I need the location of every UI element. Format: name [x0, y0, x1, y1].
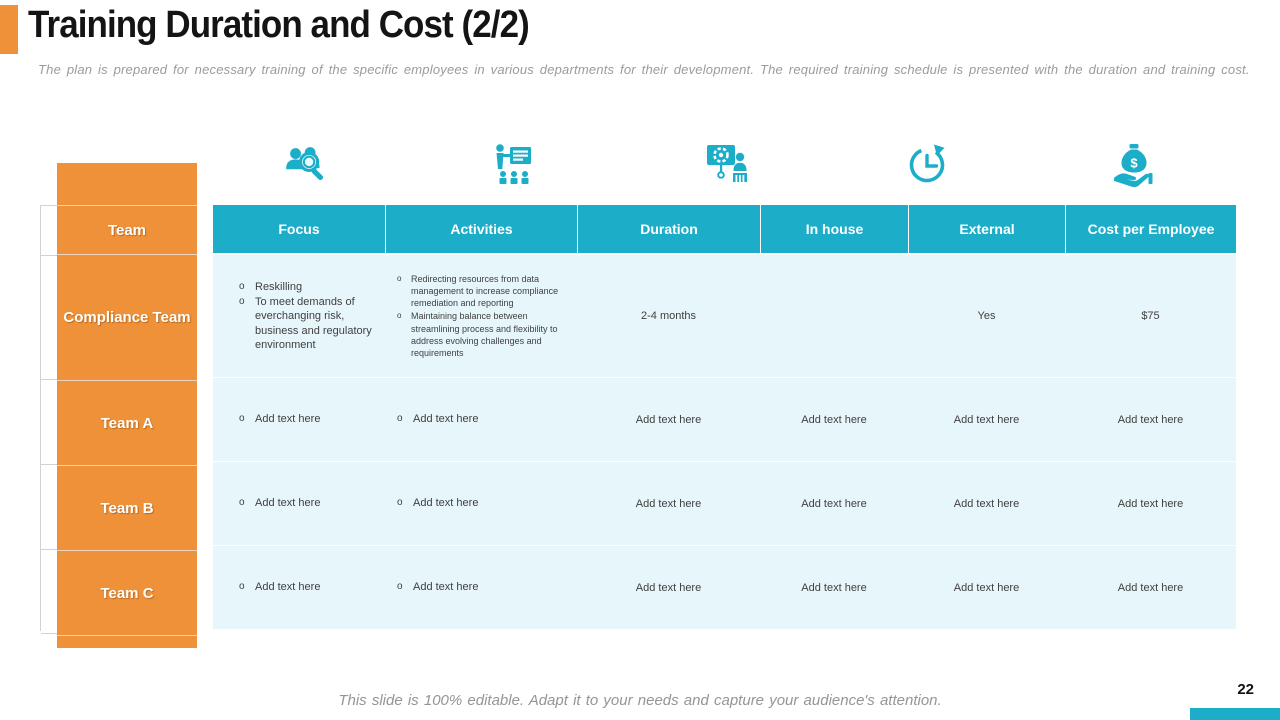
- team-column-cap: [57, 163, 197, 205]
- inhouse-cell: Add text here: [801, 581, 867, 594]
- activities-cell: o Add text here: [397, 581, 479, 594]
- inhouse-cell: [760, 255, 908, 377]
- table-row: [213, 462, 1236, 546]
- slide-subtitle: The plan is prepared for necessary training of the specific employees in various departments for their development. The required training schedule is presented with the duration and training cost.: [38, 62, 1250, 77]
- external-cell: Add text here: [953, 497, 1020, 510]
- duration-cell: Add text here: [635, 581, 702, 594]
- cost-cell: Add text here: [1117, 413, 1184, 426]
- time-icon: [899, 140, 955, 188]
- table-row: [213, 378, 1236, 462]
- cost-cell: $75: [1141, 310, 1160, 322]
- column-headers: [213, 205, 1236, 253]
- duration-cell: Add text here: [635, 497, 702, 510]
- focus-cell: o Add text here: [239, 581, 321, 594]
- cost-cell: Add text here: [1117, 497, 1184, 510]
- team-column: [57, 163, 197, 648]
- duration-cell: 2-4 months: [640, 310, 697, 322]
- team-name-cell: Team C: [57, 550, 197, 635]
- focus-cell: o Add text here: [239, 497, 321, 510]
- team-name-cell: Team B: [57, 465, 197, 550]
- external-cell: Add text here: [953, 413, 1020, 426]
- corner-accent-bar: [1190, 708, 1280, 720]
- table-body: [213, 255, 1236, 630]
- external-cell: Yes: [977, 310, 996, 322]
- activities-cell: o Redirecting resources from data management to increase compliance remediation and reporting o Maintaining balance between streamlining process and flexibility to address evolving challenges and requirements: [397, 274, 559, 358]
- footer-note: This slide is 100% editable. Adapt it to your needs and capture your audience's attention.: [338, 692, 942, 709]
- presenter-list-icon: [486, 140, 542, 188]
- gear-board-icon: [697, 140, 753, 188]
- team-search-icon: [279, 140, 335, 188]
- focus-cell: o Add text here: [239, 413, 321, 426]
- svg-text:$: $: [1130, 155, 1138, 171]
- team-header-cell: Team: [57, 205, 197, 254]
- focus-cell: o Reskilling o To meet demands of everchanging risk, business and regulatory environment: [239, 280, 372, 352]
- title-accent-bar: [0, 5, 18, 54]
- column-header: Focus: [213, 205, 385, 253]
- page-title: Training Duration and Cost (2/2): [28, 4, 529, 46]
- column-header: Activities: [385, 205, 577, 253]
- cost-cell: Add text here: [1117, 581, 1184, 594]
- cost-icon: [1104, 140, 1160, 188]
- column-header: Duration: [577, 205, 760, 253]
- page-number: 22: [1237, 681, 1254, 698]
- team-column-cap: [57, 635, 197, 654]
- table-row: [213, 546, 1236, 630]
- duration-cell: Add text here: [635, 413, 702, 426]
- activities-cell: o Add text here: [397, 413, 479, 426]
- column-header: External: [908, 205, 1065, 253]
- external-cell: Add text here: [953, 581, 1020, 594]
- table-left-gutter: [40, 205, 58, 631]
- inhouse-cell: Add text here: [801, 497, 867, 510]
- table-row: [213, 255, 1236, 378]
- team-name-cell: Compliance Team: [57, 254, 197, 380]
- activities-cell: o Add text here: [397, 497, 479, 510]
- team-name-cell: Team A: [57, 380, 197, 465]
- column-header: In house: [760, 205, 908, 253]
- column-header: Cost per Employee: [1065, 205, 1236, 253]
- inhouse-cell: Add text here: [801, 413, 867, 426]
